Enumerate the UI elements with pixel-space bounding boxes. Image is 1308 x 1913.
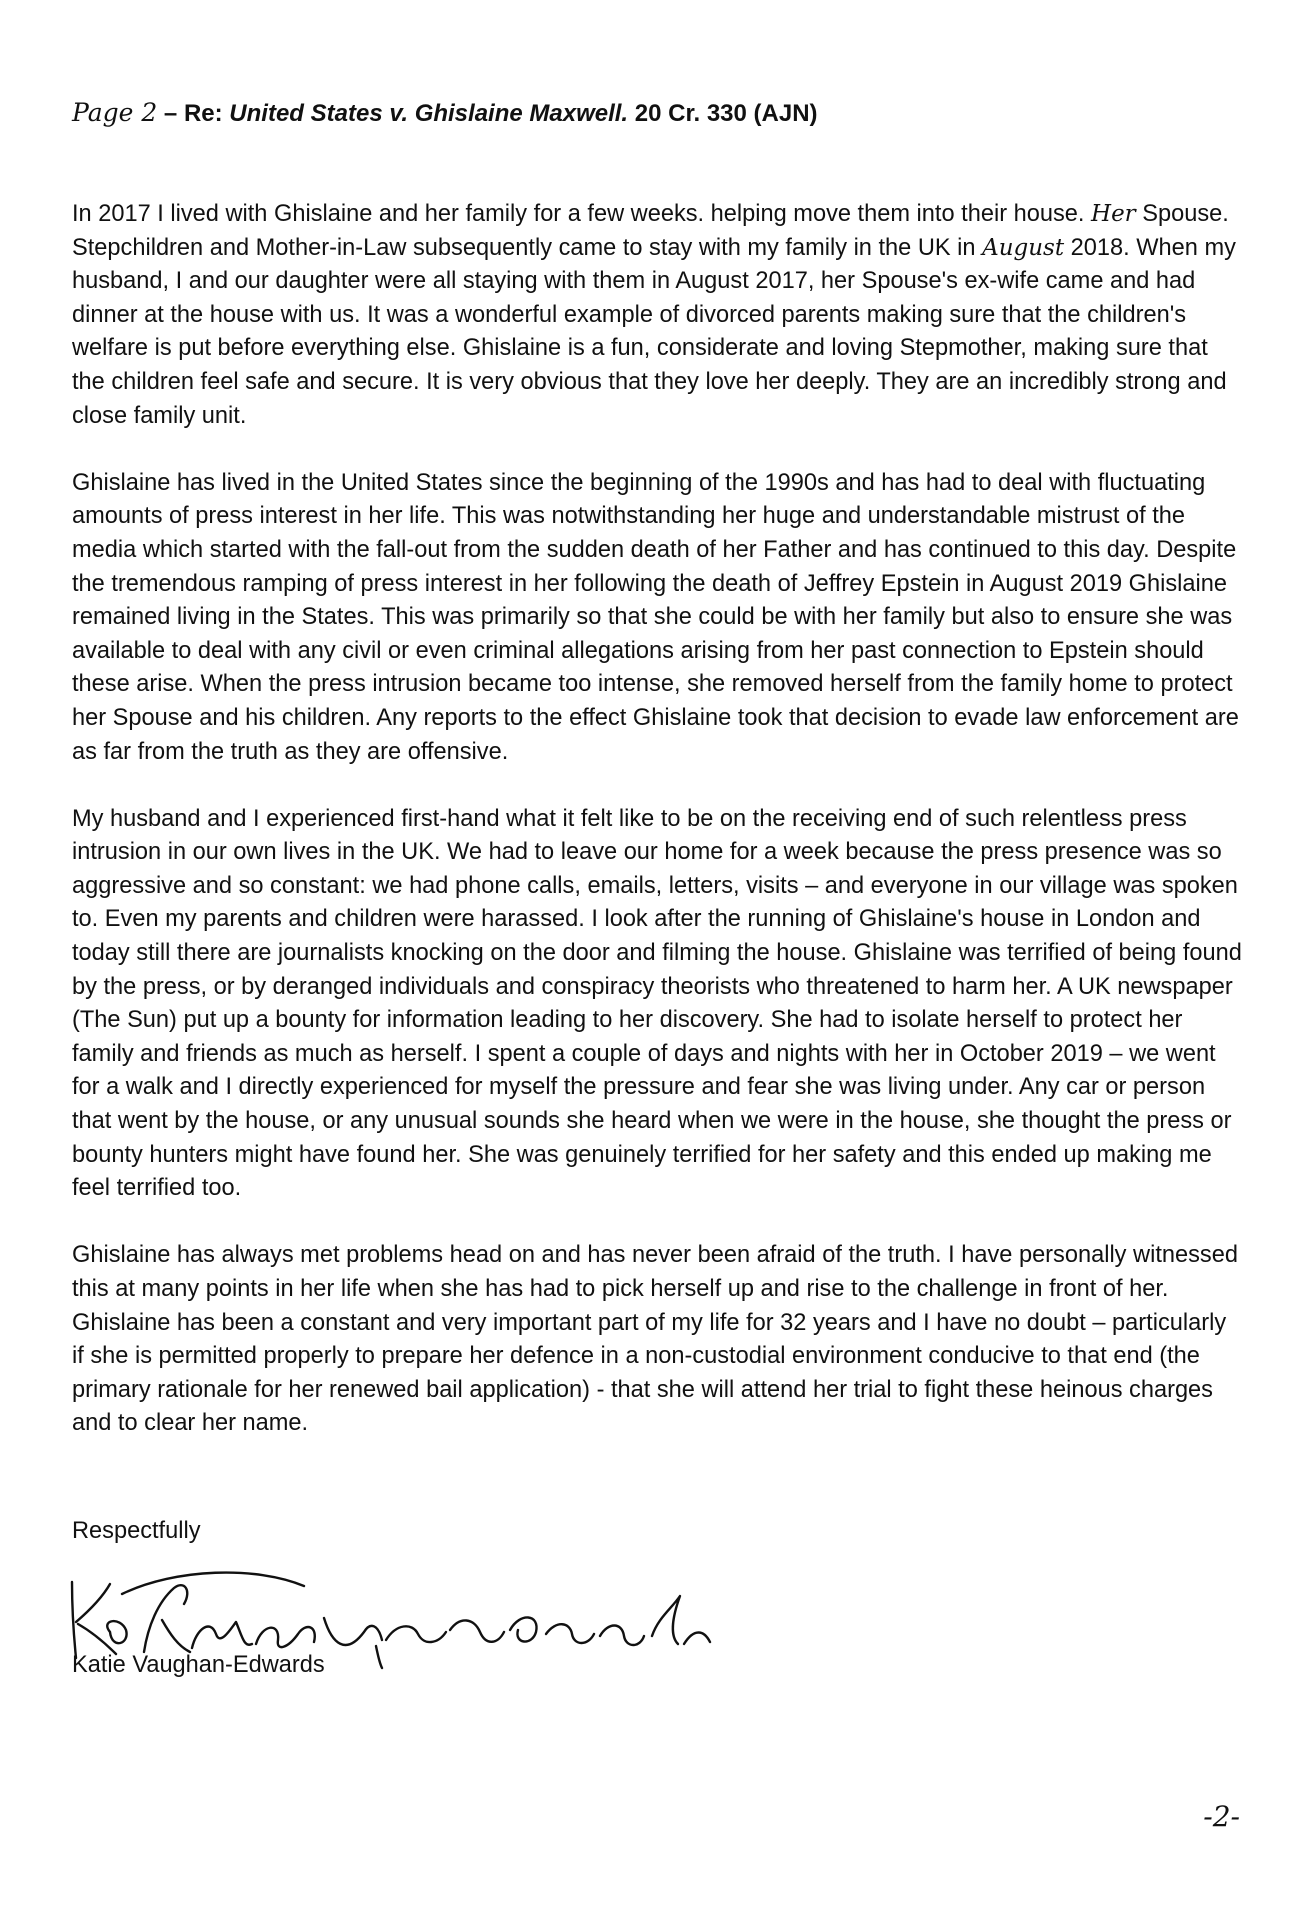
letter-body <box>72 198 1242 1475</box>
case-docket: 20 Cr. 330 (AJN) <box>628 100 818 127</box>
paragraph-1 <box>72 198 1242 433</box>
paragraph-4: Ghislaine has always met problems head on and has never been afraid of the truth. I have personally witnessed this at many points in her life when she has had to pick herself up and rise to the challenge in front of her. Ghislaine has been a constant and very important part of my life for 32 years and I have no doubt – particularly if she is permitted properly to prepare her defence in a non-custodial environment conducive to that end (the primary rationale for her renewed bail application) - that she will attend her trial to fight these heinous charges and to clear her name. <box>72 1242 1238 1437</box>
paragraph-1-text-a: In 2017 I lived with Ghislaine and her family for a few weeks. helping move them into their house. <box>72 201 1092 227</box>
handwritten-page-label: Page 2 <box>72 98 158 127</box>
header-re: Re: <box>183 100 230 127</box>
paragraph-1-text-c: 2018. When my husband, I and our daughter were all staying with them in August 2017, her Spouse's ex-wife came and had dinner at the house with us. It was a wonderful example of divorced parents making sure that the children's welfare is put before everything else. Ghislaine is a fun, considerate and loving Stepmother, making sure that the children feel safe and secure. It is very obvious that they love her deeply. They are an incredibly strong and close family unit. <box>72 234 1236 429</box>
handwritten-insert-august: August <box>982 234 1065 261</box>
page-header <box>72 98 818 128</box>
closing-salutation: Respectfully <box>72 1518 201 1544</box>
signer-name: Katie Vaughan-Edwards <box>72 1652 325 1678</box>
header-separator: – <box>157 100 184 127</box>
page-number: -2- <box>1203 1800 1240 1833</box>
case-name: United States v. Ghislaine Maxwell. <box>229 100 629 127</box>
handwritten-insert-her: Her <box>1091 201 1136 227</box>
paragraph-1-text-b: Spouse. Stepchildren and Mother-in-Law subsequently came to stay with my family in the UK in <box>72 201 1229 261</box>
paragraph-2: Ghislaine has lived in the United States since the beginning of the 1990s and has had to deal with fluctuating amounts of press interest in her life. This was notwithstanding her huge and understandable mistrust of the media which started with the fall-out from the sudden death of her Father and has continued to this day. Despite the tremendous ramping of press interest in her following the death of Jeffrey Epstein in August 2019 Ghislaine remained living in the States. This was primarily so that she could be with her family but also to ensure she was available to deal with any civil or even criminal allegations arising from her past connection to Epstein should these arise. When the press intrusion became too intense, she removed herself from the family home to protect her Spouse and his children. Any reports to the effect Ghislaine took that decision to evade law enforcement are as far from the truth as they are offensive. <box>72 469 1239 765</box>
paragraph-3: My husband and I experienced first-hand what it felt like to be on the receiving end of such relentless press intrusion in our own lives in the UK. We had to leave our home for a week because the press presence was so aggressive and so constant: we had phone calls, emails, letters, visits – and everyone in our village was spoken to. Even my parents and children were harassed. I look after the running of Ghislaine's house in London and today still there are journalists knocking on the door and filming the house. Ghislaine was terrified of being found by the press, or by deranged individuals and conspiracy theorists who threatened to harm her. A UK newspaper (The Sun) put up a bounty for information leading to her discovery. She had to isolate herself to protect her family and friends as much as herself. I spent a couple of days and nights with her in October 2019 – we went for a walk and I directly experienced for myself the pressure and fear she was living under. Any car or person that went by the house, or any unusual sounds she heard when we were in the house, she thought the press or bounty hunters might have found her. She was genuinely terrified for her safety and this ended up making me feel terrified too. <box>72 805 1242 1202</box>
